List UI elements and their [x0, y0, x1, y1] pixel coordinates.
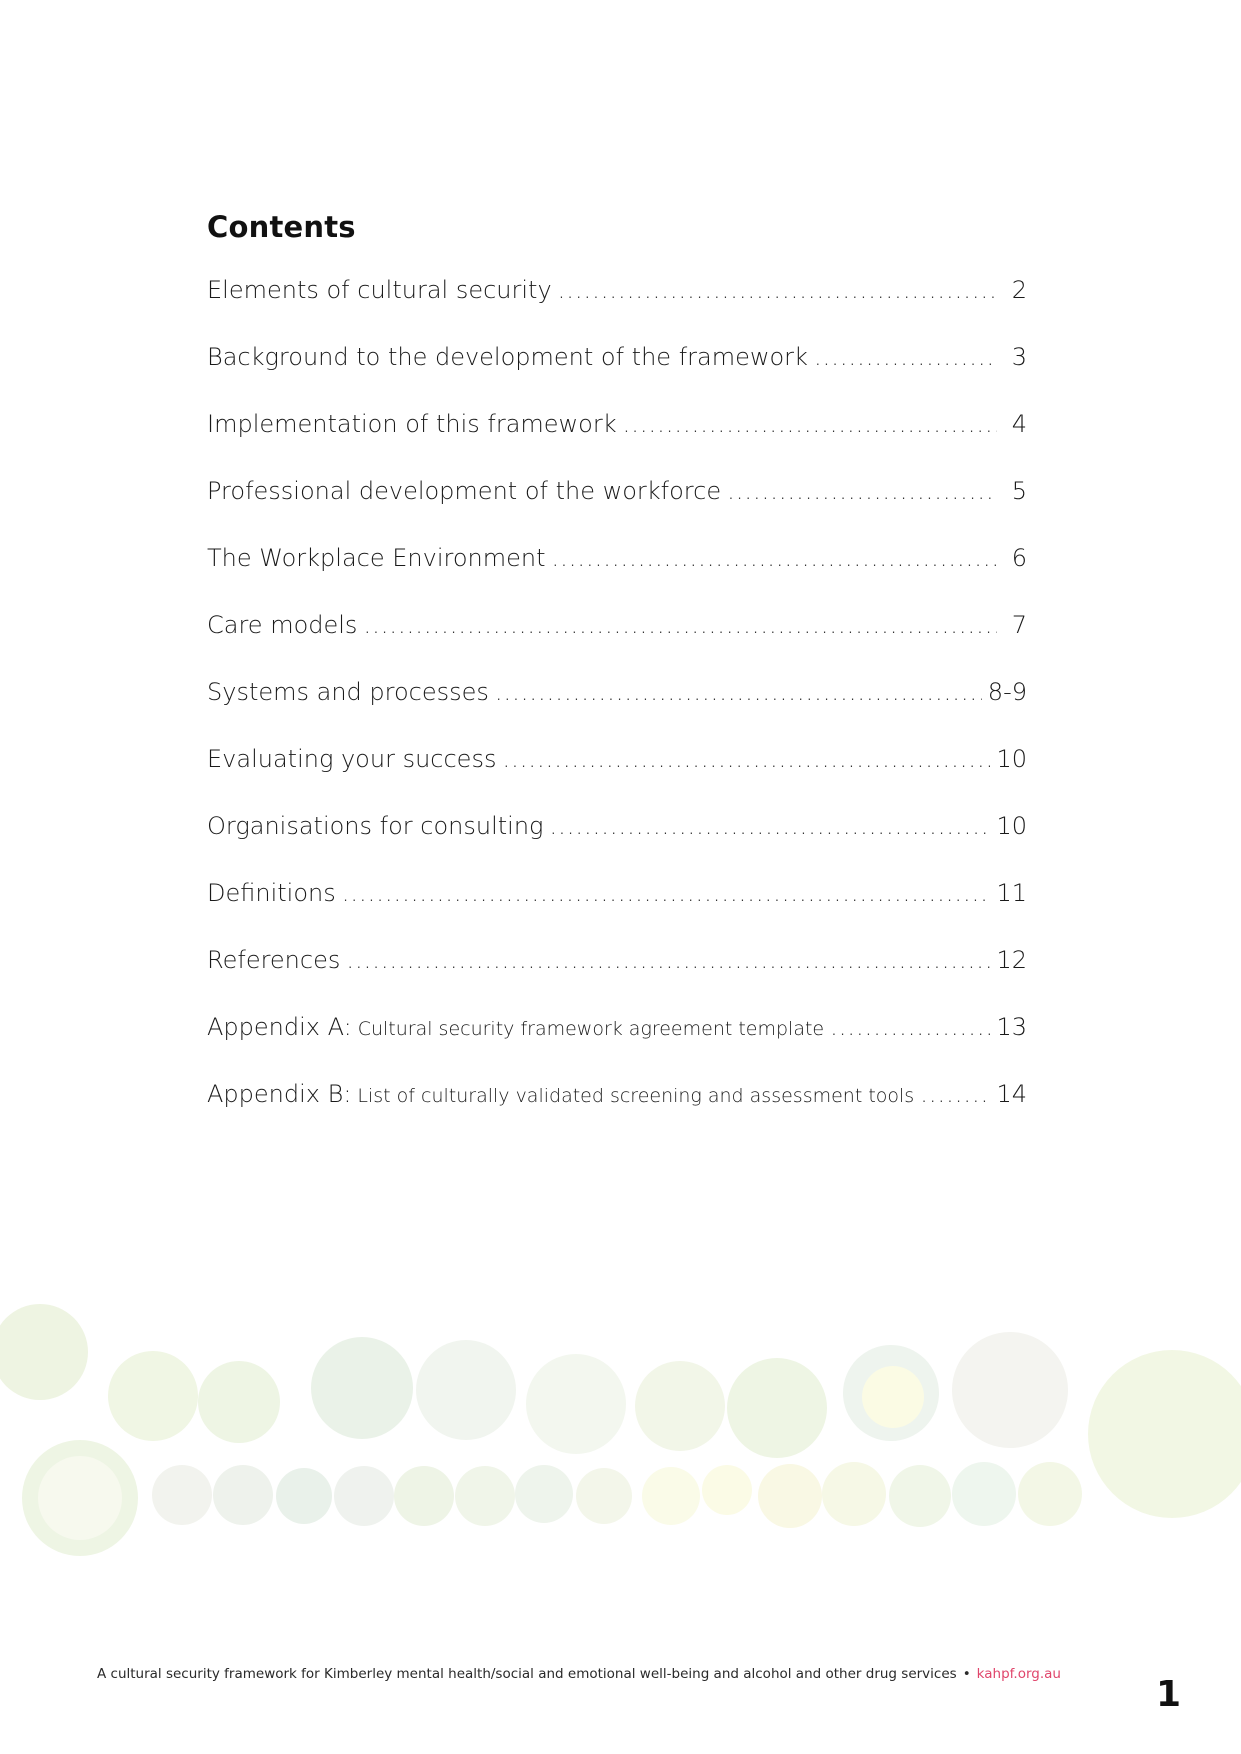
page-footer [97, 1666, 1061, 1682]
decorative-dot [152, 1465, 212, 1525]
decorative-dot [1088, 1350, 1241, 1518]
toc-entry-label: Definitions [207, 879, 336, 907]
footer-text: A cultural security framework for Kimberley mental health/social and emotional well-being and alcohol and other drug services [97, 1666, 957, 1682]
decorative-dot [38, 1456, 122, 1540]
toc-entry-page: 10 [996, 745, 1027, 773]
page-number: 1 [1155, 1674, 1181, 1715]
toc-entry [207, 477, 1027, 544]
decorative-dot [889, 1465, 951, 1527]
toc-dot-leader [551, 544, 997, 572]
toc-entry [207, 343, 1027, 410]
decorative-dot [0, 1304, 88, 1400]
decorative-dot [213, 1465, 273, 1525]
toc-entry-label: Background to the development of the framework [207, 343, 808, 371]
toc-entry-label [207, 1080, 914, 1108]
decorative-dot [526, 1354, 626, 1454]
decorative-dot [642, 1467, 700, 1525]
toc-entry-label [207, 1013, 824, 1041]
decorative-dot [822, 1462, 886, 1526]
decorative-dot [1018, 1462, 1082, 1526]
toc-entry [207, 611, 1027, 678]
decorative-dots-band [0, 1290, 1241, 1570]
toc-entry-label: Implementation of this framework [207, 410, 617, 438]
toc-entry-label: Systems and processes [207, 678, 489, 706]
toc-dot-leader [814, 343, 997, 371]
appendix-heading: Appendix B: [207, 1080, 352, 1108]
decorative-dot [635, 1361, 725, 1451]
toc-entry [207, 812, 1027, 879]
appendix-subtitle: Cultural security framework agreement template [357, 1018, 825, 1040]
toc-entry-page: 6 [1011, 544, 1027, 572]
decorative-dot [702, 1465, 752, 1515]
decorative-dot [276, 1468, 332, 1524]
decorative-dot [952, 1332, 1068, 1448]
toc-entry-label: Care models [207, 611, 358, 639]
toc-dot-leader [549, 812, 990, 840]
toc-entry-page: 13 [996, 1013, 1027, 1041]
toc-entry [207, 879, 1027, 946]
decorative-dot [727, 1358, 827, 1458]
toc-entry-page: 10 [996, 812, 1027, 840]
toc-entry-label: Evaluating your success [207, 745, 497, 773]
decorative-dot [416, 1340, 516, 1440]
toc-entry [207, 678, 1027, 745]
toc-entry-page: 3 [1011, 343, 1027, 371]
toc-entry-label: Professional development of the workforce [207, 477, 722, 505]
toc-entry-page: 7 [1011, 611, 1027, 639]
footer-website-link[interactable]: kahpf.org.au [976, 1666, 1061, 1682]
toc-entry-page: 14 [996, 1080, 1027, 1108]
toc-entry-page: 4 [1011, 410, 1027, 438]
appendix-heading: Appendix A: [207, 1013, 352, 1041]
toc-dot-leader [920, 1080, 990, 1108]
toc-dot-leader [727, 477, 997, 505]
toc-entry-appendix-b [207, 1080, 1027, 1147]
decorative-dot [515, 1465, 573, 1523]
toc-dot-leader [342, 879, 991, 907]
toc-entry-appendix-a [207, 1013, 1027, 1080]
decorative-dot [394, 1466, 454, 1526]
decorative-dot [758, 1464, 822, 1528]
decorative-dot [311, 1337, 413, 1439]
decorative-dot [108, 1351, 198, 1441]
toc-entry [207, 544, 1027, 611]
decorative-dot [952, 1462, 1016, 1526]
toc-dot-leader [502, 745, 990, 773]
toc-entry-label: The Workplace Environment [207, 544, 546, 572]
toc-dot-leader [346, 946, 990, 974]
decorative-dot [334, 1466, 394, 1526]
toc-entry-page: 12 [996, 946, 1027, 974]
toc-entry-page: 11 [996, 879, 1027, 907]
toc-dot-leader [495, 678, 982, 706]
toc-dot-leader [830, 1013, 990, 1041]
decorative-dot [198, 1361, 280, 1443]
decorative-dot [455, 1466, 515, 1526]
toc-entry-label: Elements of cultural security [207, 276, 552, 304]
toc-entry [207, 276, 1027, 343]
toc-entry [207, 745, 1027, 812]
toc-entry-page: 8-9 [987, 678, 1027, 706]
decorative-dot [862, 1366, 924, 1428]
toc-entry-label: Organisations for consulting [207, 812, 544, 840]
decorative-dot [576, 1468, 632, 1524]
toc-entry [207, 410, 1027, 477]
toc-dot-leader [363, 611, 997, 639]
page-title: Contents [207, 210, 356, 244]
toc-entry [207, 946, 1027, 1013]
toc-entry-label: References [207, 946, 341, 974]
toc-entry-page: 5 [1011, 477, 1027, 505]
appendix-subtitle: List of culturally validated screening and assessment tools [357, 1085, 915, 1107]
toc-dot-leader [623, 410, 997, 438]
toc-dot-leader [558, 276, 997, 304]
toc-entry-page: 2 [1011, 276, 1027, 304]
footer-bullet: • [962, 1666, 971, 1682]
table-of-contents [207, 276, 1027, 1147]
